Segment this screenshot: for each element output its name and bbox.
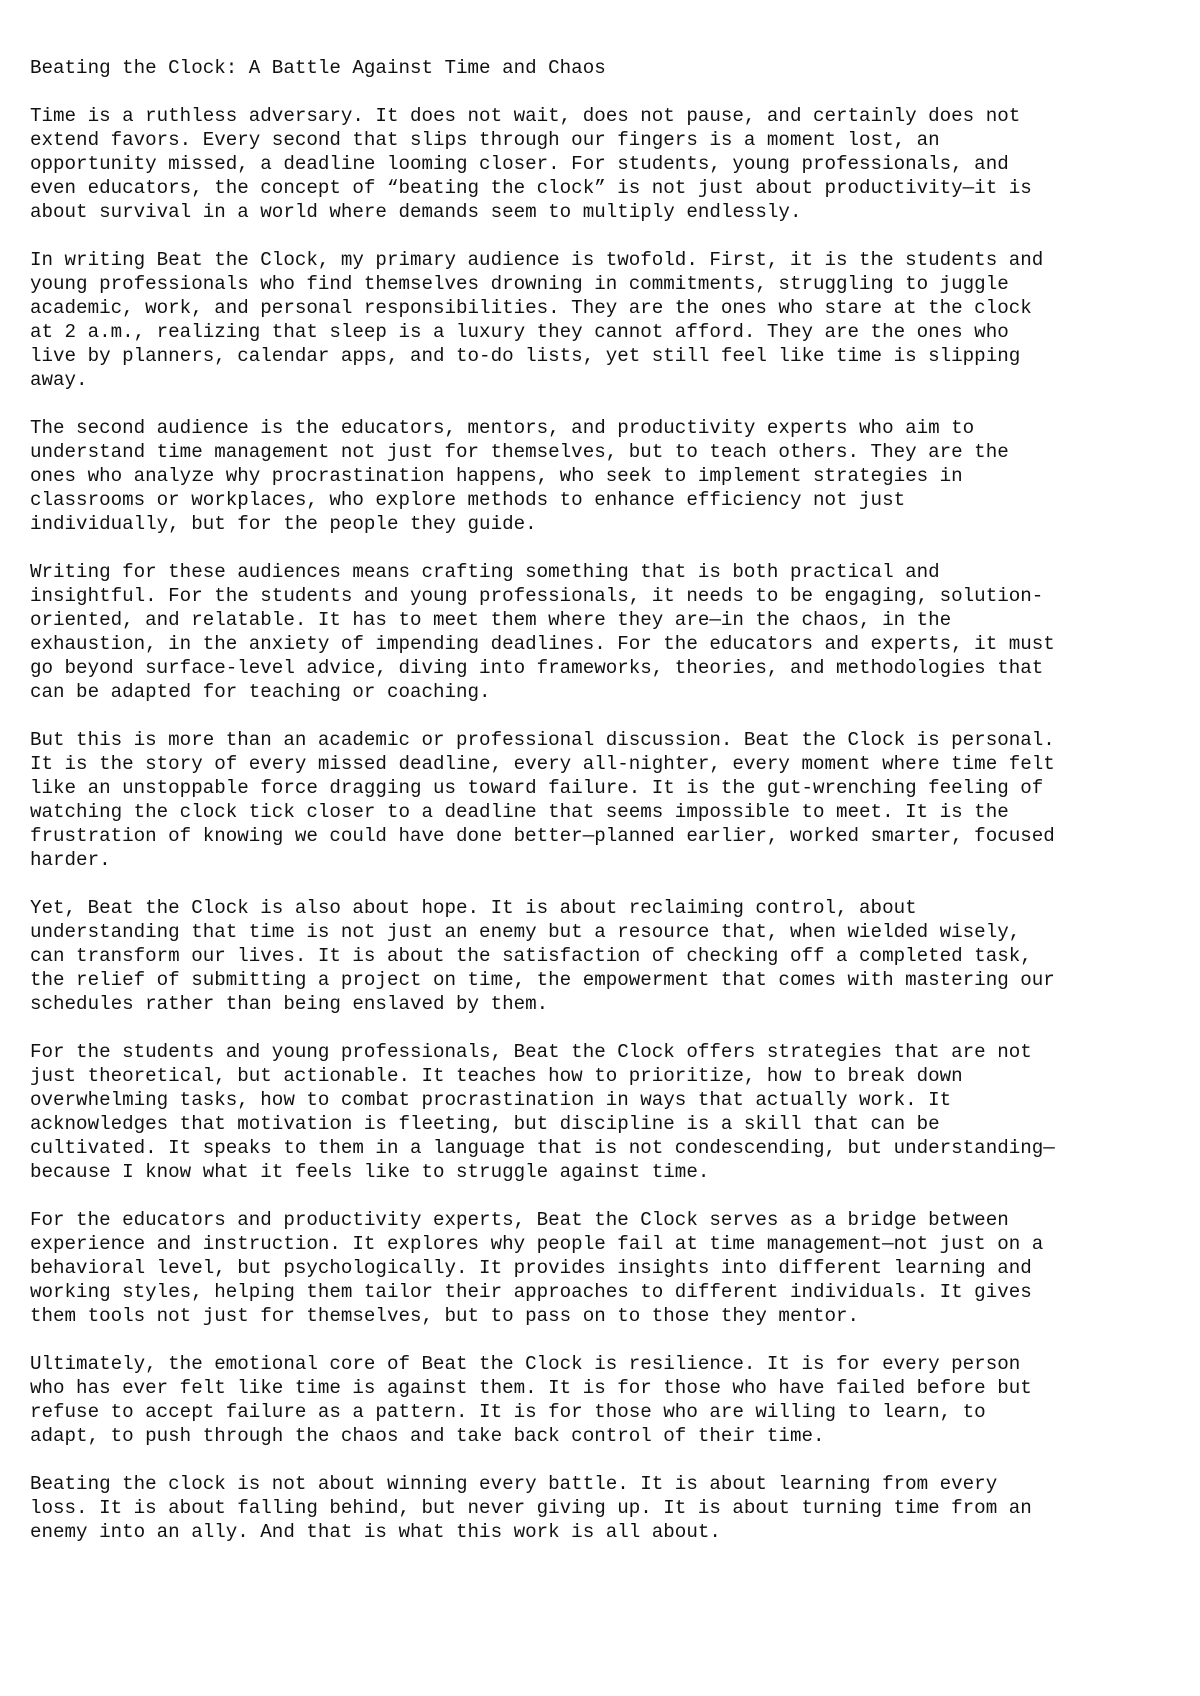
document-title: Beating the Clock: A Battle Against Time and Chaos xyxy=(30,57,606,79)
text-line: individually, but for the people they guide. xyxy=(30,513,537,535)
text-line: acknowledges that motivation is fleeting, but discipline is a skill that can be xyxy=(30,1113,940,1135)
text-line: adapt, to push through the chaos and take back control of their time. xyxy=(30,1425,825,1447)
text-line: cultivated. It speaks to them in a language that is not condescending, but understanding— xyxy=(30,1137,1055,1159)
text-line: overwhelming tasks, how to combat procrastination in ways that actually work. It xyxy=(30,1089,952,1111)
text-line: away. xyxy=(30,369,88,391)
text-line: Writing for these audiences means crafting something that is both practical and xyxy=(30,561,940,583)
text-line: because I know what it feels like to struggle against time. xyxy=(30,1161,710,1183)
text-line: go beyond surface-level advice, diving into frameworks, theories, and methodologies that xyxy=(30,657,1044,679)
paragraph-10 xyxy=(30,1472,1190,1544)
text-line: Yet, Beat the Clock is also about hope. It is about reclaiming control, about xyxy=(30,897,917,919)
text-line: working styles, helping them tailor their approaches to different individuals. It gives xyxy=(30,1281,1032,1303)
text-line: oriented, and relatable. It has to meet them where they are—in the chaos, in the xyxy=(30,609,952,631)
paragraph-8 xyxy=(30,1208,1190,1328)
text-line: like an unstoppable force dragging us toward failure. It is the gut-wrenching feeling of xyxy=(30,777,1044,799)
text-line: frustration of knowing we could have done better—planned earlier, worked smarter, focused xyxy=(30,825,1055,847)
text-line: exhaustion, in the anxiety of impending deadlines. For the educators and experts, it must xyxy=(30,633,1055,655)
text-line: loss. It is about falling behind, but never giving up. It is about turning time from an xyxy=(30,1497,1032,1519)
text-line: enemy into an ally. And that is what this work is all about. xyxy=(30,1521,721,1543)
text-line: understanding that time is not just an enemy but a resource that, when wielded wisely, xyxy=(30,921,1021,943)
text-line: behavioral level, but psychologically. It provides insights into different learning and xyxy=(30,1257,1032,1279)
text-line: For the educators and productivity experts, Beat the Clock serves as a bridge between xyxy=(30,1209,1009,1231)
text-line: can transform our lives. It is about the satisfaction of checking off a completed task, xyxy=(30,945,1032,967)
text-line: just theoretical, but actionable. It teaches how to prioritize, how to break down xyxy=(30,1065,963,1087)
text-line: can be adapted for teaching or coaching. xyxy=(30,681,491,703)
paragraph-1 xyxy=(30,104,1190,224)
text-line: about survival in a world where demands seem to multiply endlessly. xyxy=(30,201,802,223)
text-line: opportunity missed, a deadline looming closer. For students, young professionals, and xyxy=(30,153,1009,175)
text-line: Time is a ruthless adversary. It does not wait, does not pause, and certainly does not xyxy=(30,105,1021,127)
paragraph-4 xyxy=(30,560,1190,704)
text-line: insightful. For the students and young professionals, it needs to be engaging, solution- xyxy=(30,585,1044,607)
text-line: Ultimately, the emotional core of Beat the Clock is resilience. It is for every person xyxy=(30,1353,1021,1375)
text-line: ones who analyze why procrastination happens, who seek to implement strategies in xyxy=(30,465,963,487)
paragraph-7 xyxy=(30,1040,1190,1184)
text-line: refuse to accept failure as a pattern. It is for those who are willing to learn, to xyxy=(30,1401,986,1423)
text-line: understand time management not just for themselves, but to teach others. They are the xyxy=(30,441,1009,463)
text-line: Beating the clock is not about winning every battle. It is about learning from every xyxy=(30,1473,998,1495)
text-line: classrooms or workplaces, who explore methods to enhance efficiency not just xyxy=(30,489,906,511)
paragraph-3 xyxy=(30,416,1190,536)
text-line: In writing Beat the Clock, my primary audience is twofold. First, it is the students and xyxy=(30,249,1044,271)
paragraph-9 xyxy=(30,1352,1190,1448)
text-line: For the students and young professionals, Beat the Clock offers strategies that are not xyxy=(30,1041,1032,1063)
text-line: young professionals who find themselves drowning in commitments, struggling to juggle xyxy=(30,273,1009,295)
document-body xyxy=(30,56,1190,1568)
text-line: at 2 a.m., realizing that sleep is a luxury they cannot afford. They are the ones who xyxy=(30,321,1009,343)
text-line: watching the clock tick closer to a deadline that seems impossible to meet. It is the xyxy=(30,801,1009,823)
text-line: experience and instruction. It explores why people fail at time management—not just on a xyxy=(30,1233,1044,1255)
text-line: The second audience is the educators, mentors, and productivity experts who aim to xyxy=(30,417,975,439)
text-line: But this is more than an academic or professional discussion. Beat the Clock is personal. xyxy=(30,729,1055,751)
text-line: who has ever felt like time is against them. It is for those who have failed before but xyxy=(30,1377,1032,1399)
paragraph-5 xyxy=(30,728,1190,872)
text-line: extend favors. Every second that slips through our fingers is a moment lost, an xyxy=(30,129,940,151)
text-line: the relief of submitting a project on time, the empowerment that comes with mastering our xyxy=(30,969,1055,991)
text-line: schedules rather than being enslaved by them. xyxy=(30,993,549,1015)
text-line: live by planners, calendar apps, and to-do lists, yet still feel like time is slipping xyxy=(30,345,1021,367)
text-line: even educators, the concept of “beating the clock” is not just about productivity—it is xyxy=(30,177,1032,199)
text-line: harder. xyxy=(30,849,111,871)
text-line: academic, work, and personal responsibilities. They are the ones who stare at the clock xyxy=(30,297,1032,319)
paragraph-2 xyxy=(30,248,1190,392)
paragraph-6 xyxy=(30,896,1190,1016)
text-line: It is the story of every missed deadline, every all-nighter, every moment where time felt xyxy=(30,753,1055,775)
text-line: them tools not just for themselves, but to pass on to those they mentor. xyxy=(30,1305,860,1327)
